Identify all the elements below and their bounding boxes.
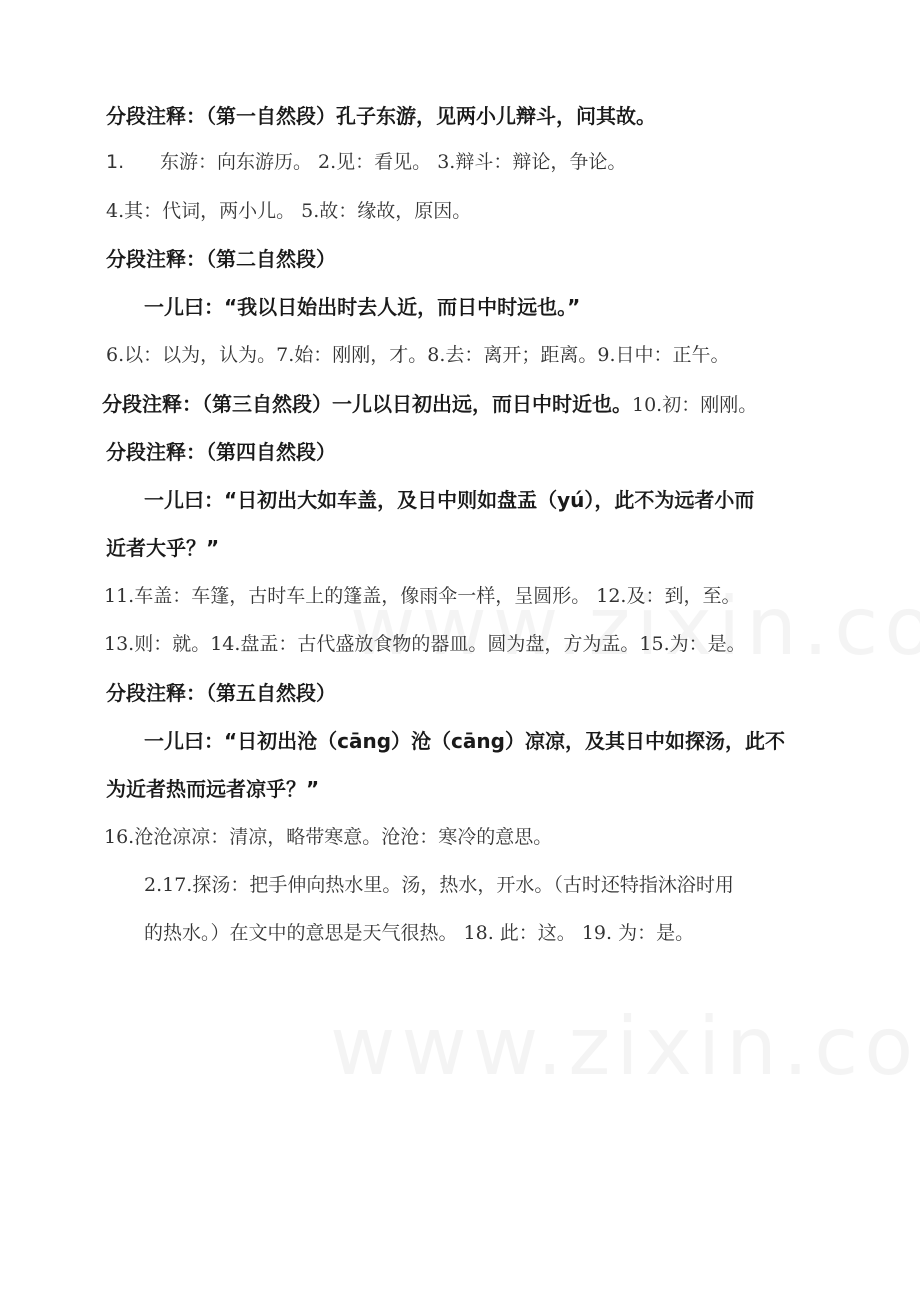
note-text: 东游：向东游历。 2.见：看见。 3.辩斗：辩论，争论。 bbox=[160, 151, 627, 173]
para5-quote-line2: 为近者热而远者凉乎？” bbox=[106, 777, 320, 801]
para5-notes-line2: 2.17.探汤：把手伸向热水里。汤，热水，开水。（古时还特指沐浴时用 bbox=[144, 874, 734, 896]
para3-heading-line bbox=[102, 394, 757, 415]
para4-notes-line1: 11.车盖：车篷，古时车上的篷盖，像雨伞一样，呈圆形。 12.及：到，至。 bbox=[104, 585, 741, 607]
para4-quote-line2: 近者大乎？” bbox=[106, 536, 220, 560]
list-number: 1. bbox=[106, 151, 125, 173]
para3-note: 10.初：刚刚。 bbox=[632, 394, 758, 416]
para2-quote: 一儿曰：“我以日始出时去人近，而日中时远也。” bbox=[144, 295, 581, 319]
watermark-lower bbox=[330, 1000, 920, 1093]
para1-heading: 分段注释：（第一自然段）孔子东游，见两小儿辩斗，问其故。 bbox=[106, 104, 656, 128]
para2-heading: 分段注释：（第二自然段） bbox=[106, 247, 336, 271]
para4-quote-line1: 一儿曰：“日初出大如车盖，及日中则如盘盂（yú），此不为远者小而 bbox=[144, 488, 755, 512]
para3-heading: 分段注释：（第三自然段）一儿以日初出远，而日中时近也。 bbox=[102, 392, 632, 416]
para5-heading: 分段注释：（第五自然段） bbox=[106, 681, 336, 705]
para2-notes: 6.以：以为，认为。7.始：刚刚，才。8.去：离开；距离。9.日中：正午。 bbox=[106, 344, 730, 366]
para1-note-line1 bbox=[106, 153, 626, 172]
para4-notes-line2: 13.则：就。14.盘盂：古代盛放食物的器皿。圆为盘，方为盂。15.为：是。 bbox=[104, 633, 746, 655]
para4-heading: 分段注释：（第四自然段） bbox=[106, 440, 336, 464]
para5-notes-line3: 的热水。）在文中的意思是天气很热。 18. 此：这。 19. 为：是。 bbox=[144, 922, 695, 944]
para5-quote-line1: 一儿曰：“日初出沧（cāng）沧（cāng）凉凉，及其日中如探汤，此不 bbox=[144, 729, 785, 753]
para5-notes-line1: 16.沧沧凉凉：清凉，略带寒意。沧沧：寒冷的意思。 bbox=[104, 826, 553, 848]
para1-note-line2: 4.其：代词，两小儿。 5.故：缘故，原因。 bbox=[106, 200, 472, 222]
